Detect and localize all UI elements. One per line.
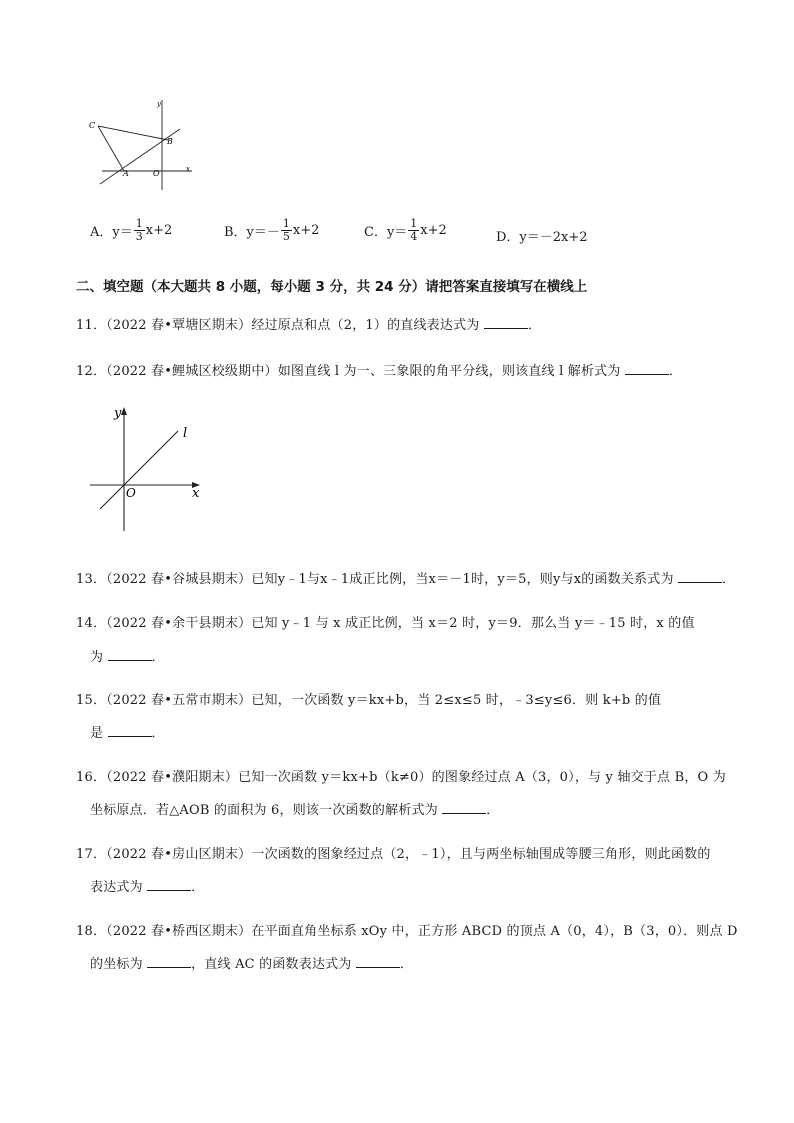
fig1-label-y: y [157, 100, 161, 108]
option-d: D．y＝－2x+2 [496, 230, 588, 245]
question-18-line-2: 的坐标为 ，直线 AC 的函数表达式为 ． [90, 957, 414, 972]
question-14-line-1: 14．（2022 春•余干县期末）已知 y﹣1 与 x 成正比例，当 x＝2 时，y＝9．那么当 y＝﹣15 时，x 的值 [76, 616, 695, 631]
answer-blank [442, 803, 486, 814]
question-17-line-1: 17．（2022 春•房山区期末）一次函数的图象经过点（2，﹣1），且与两坐标轴围成等腰三角形，则此函数的 [76, 847, 711, 862]
answer-blank [108, 650, 152, 661]
fig1-label-x: x [186, 165, 190, 173]
fraction: $\frac{1}{3}$ [135, 217, 143, 243]
question-17-line-2: 表达式为 ． [90, 880, 205, 895]
question-11: 11．（2022 春•覃塘区期末）经过原点和点（2，1）的直线表达式为 ． [76, 318, 542, 333]
fig1-label-b: B [167, 137, 173, 146]
answer-blank [147, 957, 191, 968]
fig2-label-o: O [126, 486, 136, 500]
figure-1 [80, 92, 200, 192]
fraction: $\frac{1}{4}$ [410, 217, 418, 243]
option-c: C．y＝ $\frac{1}{4}$ x+2 [364, 217, 447, 243]
question-12: 12．（2022 春•鲤城区校级期中）如图直线 l 为一、三象限的角平分线，则该直线 l 解析式为 ． [76, 364, 683, 379]
question-18-line-1: 18．（2022 春•桥西区期末）在平面直角坐标系 xOy 中，正方形 ABCD 的顶点 A（0，4），B（3，0）．则点 D [76, 924, 738, 939]
fig1-label-a: A [123, 169, 129, 178]
answer-blank [108, 726, 152, 737]
question-13: 13．（2022 春•谷城县期末）已知y﹣1与x﹣1成正比例，当x＝－1时，y＝5，则y与x的函数关系式为 ． [76, 572, 736, 587]
option-a: A．y＝ $\frac{1}{3}$ x+2 [90, 217, 173, 243]
question-15-line-2: 是 ． [90, 726, 165, 741]
figure-2 [86, 403, 206, 533]
answer-blank [147, 880, 191, 891]
fig2-label-l: l [183, 426, 188, 441]
answer-blank [356, 957, 400, 968]
question-16-line-1: 16．（2022 春•濮阳期末）已知一次函数 y＝kx+b（k≠0）的图象经过点 A（3，0），与 y 轴交于点 B，O 为 [76, 770, 726, 785]
fig2-label-y: y [114, 406, 122, 421]
fig1-label-c: C [89, 121, 96, 130]
section-title: 二、填空题（本大题共 8 小题，每小题 3 分，共 24 分）请把答案直接填写在横线上 [76, 279, 588, 295]
answer-blank [484, 318, 528, 329]
fig1-label-o: O [153, 169, 160, 178]
option-b: B．y＝－ $\frac{1}{5}$ x+2 [224, 217, 320, 243]
fraction: $\frac{1}{5}$ [282, 217, 290, 243]
question-14-line-2: 为 ． [90, 650, 165, 665]
answer-blank [678, 572, 722, 583]
question-16-line-2: 坐标原点．若△AOB 的面积为 6，则该一次函数的解析式为 ． [90, 803, 500, 818]
fig2-label-x: x [192, 486, 200, 501]
question-15-line-1: 15．（2022 春•五常市期末）已知，一次函数 y＝kx+b，当 2≤x≤5 时，﹣3≤y≤6．则 k+b 的值 [76, 693, 662, 708]
answer-blank [625, 364, 669, 375]
